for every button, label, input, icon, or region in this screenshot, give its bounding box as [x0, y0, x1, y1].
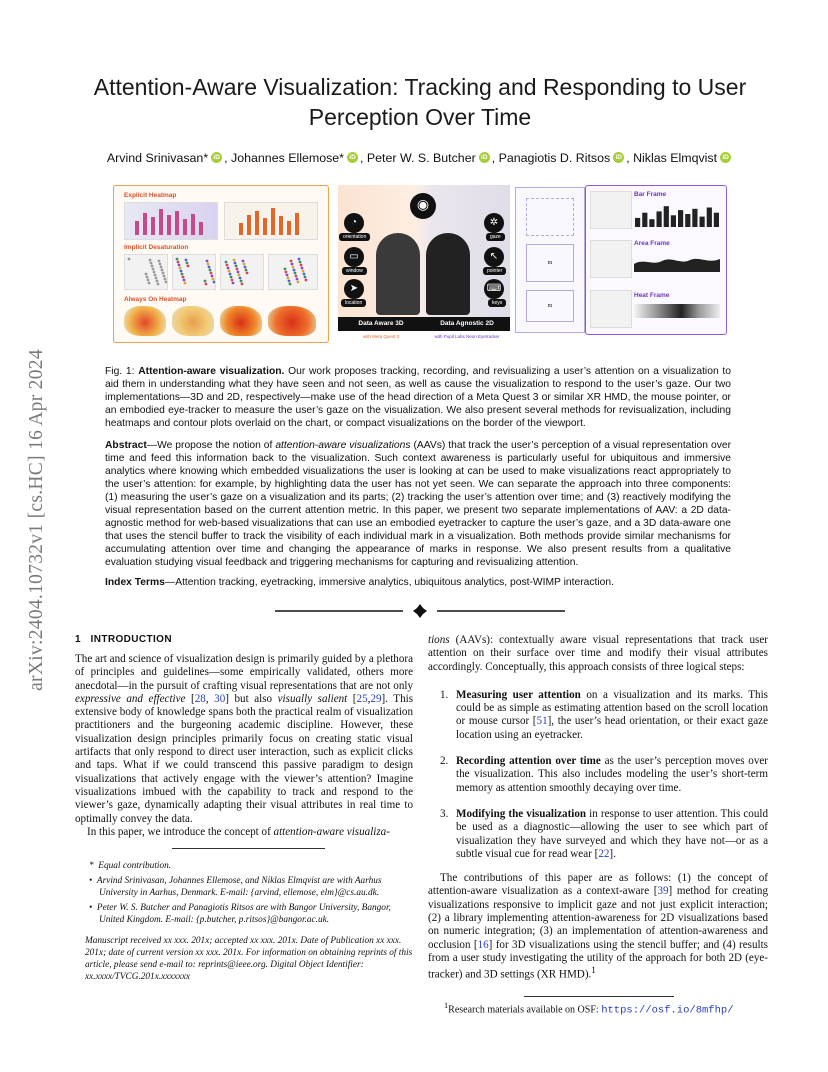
scatter-point — [154, 274, 157, 277]
scatter-point — [183, 279, 186, 282]
paper-title: Attention-Aware Visualization: Tracking and Responding to User Perception Over Time — [93, 74, 747, 130]
contributions-paragraph — [428, 872, 768, 982]
panel-label-explicit-heatmap: Explicit Heatmap — [124, 192, 177, 199]
citation-link[interactable]: 29 — [370, 692, 382, 705]
text-run: The contributions of this paper are as follows: (1) the concept of attention-aware visualization as a context-aware [ — [428, 872, 768, 898]
scatter-point — [187, 265, 190, 268]
orcid-icon[interactable]: iD — [479, 152, 490, 163]
scatter-point — [295, 275, 298, 278]
text-run: , — [367, 692, 371, 705]
citation-link[interactable]: 25 — [356, 692, 368, 705]
figure-caption — [105, 365, 731, 430]
intro-paragraph-1 — [75, 653, 413, 826]
step-title: Modifying the visualization — [456, 807, 587, 820]
pointer-icon: ↖ — [484, 247, 504, 267]
bar-frame-bar — [671, 215, 676, 227]
scatter-thumb — [124, 254, 168, 290]
scatter-point — [157, 283, 160, 286]
text-run: ] method for creating visualizations responsive to implicit gaze and not just explicit interaction; (2) a library implementing attention-awareness for 2D visualizations based on numeric integration; (3) an implementation of attention-awareness and occlusion [ — [428, 885, 769, 951]
panel-label-heat-frame: Heat Frame — [634, 292, 670, 299]
scatter-point — [293, 269, 296, 272]
scatter-point — [165, 281, 167, 284]
scatter-point — [204, 280, 207, 283]
right-column — [428, 634, 768, 1017]
scatter-plot — [269, 255, 317, 289]
panel-label-implicit-desaturation: Implicit Desaturation — [124, 244, 189, 251]
text-run: [ — [347, 692, 357, 705]
scatter-point — [177, 261, 180, 264]
scatter-point — [292, 266, 295, 269]
scatter-point — [286, 274, 289, 277]
orcid-icon[interactable]: iD — [613, 152, 624, 163]
footnote-rule — [172, 848, 325, 849]
scatter-point — [179, 267, 182, 270]
scatter-point — [300, 264, 303, 267]
tag-keys: keys — [488, 299, 506, 307]
footnote-text: Equal contribution. — [98, 861, 172, 872]
scatter-point — [180, 270, 183, 273]
scatter-point — [149, 259, 152, 262]
area-frame-thumb — [590, 240, 632, 278]
scatter-point — [288, 280, 291, 283]
scatter-point — [298, 258, 301, 261]
tag-location: location — [341, 299, 366, 307]
bar-frame-bar — [707, 208, 712, 228]
osf-link[interactable]: https://osf.io/8mfhp/ — [601, 1004, 734, 1017]
text-run: in response to user attention. This could be used as a diagnostic—allowing the user to see which part of visualization they have surveyed and which they have not—or as a subtle visual cue for read wear [ — [456, 807, 769, 860]
scatter-point — [178, 264, 181, 267]
author-list: Arvind Srinivasan* iD , Johannes Ellemose* iD , Peter W. S. Butcher iD , Panagiotis D. Ritsos iD , Niklas Elmqvist iD — [60, 151, 780, 165]
label-2d-bar — [424, 317, 510, 331]
caption-text: Our work proposes tracking, recording, and revisualizing a user’s attention on a visualization to aid them in understanding what they have seen and not seen, as well as cause the visualization to respond to the user’s gaze. Our two implementations—3D and 2D, respectively—make use of the head direction of a Meta Quest 3 or similar XR HMD, the mouse pointer, or an embodied eye-tracker to measure the user’s gaze on the visualization. We also present several methods for revisualization, including heatmaps and contour plots overlaid on the chart, or compact visualizations on the border of the viewport. — [105, 366, 731, 429]
figure-left-panel — [113, 185, 329, 343]
footnote-affiliation-2: • Peter W. S. Butcher and Panagiotis Ritsos are with Bangor University, Bangor, United Kingdom. E-mail: {p.butcher, p.ritsos}@bangor.ac.uk. — [89, 903, 391, 926]
scatter-point — [299, 261, 302, 264]
heat-frame-thumb — [590, 290, 632, 328]
text-run: (AAVs): contextually aware visual representations that track user attention on their surface over time and modify their visual attributes accordingly. Conceptually, this approach consists of three logical steps: — [428, 634, 768, 673]
orientation-icon: ◔ — [344, 213, 364, 233]
gaze-icon: ✲ — [484, 213, 504, 233]
scatter-point — [209, 269, 212, 272]
scatter-point — [205, 283, 208, 286]
emphasis: expressive and effective — [75, 692, 186, 705]
text-run: as the user’s perception moves over the visualization. This also includes modeling the user’s short-term memory as attention smoothly decaying over time. — [456, 755, 768, 794]
scatter-point — [245, 269, 248, 272]
scatter-point — [237, 271, 240, 274]
label-data-aware-3d: Data Aware 3D — [358, 320, 404, 327]
step-number: 1. — [440, 688, 449, 701]
step-title: Measuring user attention — [456, 688, 581, 701]
bar-frame-thumb — [590, 191, 632, 229]
emphasis: visually salient — [277, 692, 348, 705]
scatter-point — [303, 273, 306, 276]
scatter-point — [241, 283, 244, 286]
viewport-diagram — [515, 187, 585, 333]
text-run: ] for 3D visualizations using the stencil buffer; and (4) results from a user study investigating the utility of the approach for both 2D (eye-tracker) and 3D settings (XR HMD). — [428, 938, 768, 981]
left-column — [75, 634, 413, 983]
area-frame-chart — [634, 252, 720, 272]
scatter-point — [208, 266, 211, 269]
footnote-text: Arvind Srinivasan, Johannes Ellemose, and Niklas Elmqvist are with Aarhus University in Aarhus, Denmark. E-mail: {arvind, ellemose, elm}@cs.au.dk. — [96, 876, 382, 899]
heat-frame-chart — [634, 304, 720, 318]
figure-1 — [113, 185, 728, 345]
scatter-point — [225, 261, 228, 264]
footnote-marker: 1 — [591, 966, 596, 977]
abstract-label: Abstract — [105, 440, 147, 451]
heatmap-thumb — [124, 202, 218, 240]
scatter-point — [148, 282, 151, 285]
scatter-point — [207, 263, 210, 266]
eye-icon: ◉ — [410, 193, 436, 219]
person-2d-silhouette — [426, 233, 470, 315]
scatter-point — [301, 267, 304, 270]
caption-bold: Attention-aware visualization. — [138, 366, 285, 377]
bar-frame-bar — [714, 213, 719, 227]
heatmap-thumb — [224, 202, 318, 240]
bar-frame-bar — [692, 209, 697, 227]
panel-label-area-frame: Area Frame — [634, 240, 670, 247]
terrain-thumb — [220, 306, 262, 336]
steps-list — [428, 689, 768, 861]
panel-label-always-on-heatmap: Always On Heatmap — [124, 296, 187, 303]
scatter-point — [210, 272, 213, 275]
bar-frame-bar — [635, 218, 640, 227]
tag-window: window — [342, 267, 367, 275]
scatter-point — [234, 262, 237, 265]
emphasis: attention-aware visualiza- — [273, 825, 390, 838]
scatter-point — [228, 270, 231, 273]
scatter-point — [211, 275, 214, 278]
orcid-icon[interactable]: iD — [720, 152, 731, 163]
citation-link[interactable]: 16 — [477, 938, 489, 951]
step-item — [428, 689, 768, 742]
index-terms-label: Index Terms — [105, 577, 165, 588]
scatter-point — [150, 262, 153, 265]
step-number: 2. — [440, 755, 449, 768]
scatter-point — [226, 264, 229, 267]
text-run: ], the user’s head orientation, or their exact gaze location using an eyetracker. — [456, 715, 768, 741]
bar-3d-chart — [125, 203, 217, 239]
citation-link[interactable]: 28 — [194, 692, 206, 705]
scatter-point — [160, 266, 163, 269]
text-run: ]. This extensive body of knowledge spans both the practical realm of visualization practitioners and the burgeoning academic discipline. However, these visualization design principles primarily focus on creating static visual artifacts that only respond to direct user interaction, such as explicit clicks and taps. What if we could transcend this passive paradigm to design visualizations that actively engage with the viewer’s attention? Imagine visualizations imbued with the capability to track and respond to the viewer’s gaze, dynamically adapting their visual attributes in real time to optimally convey the data. — [75, 692, 414, 825]
scatter-point — [186, 262, 189, 265]
scatter-point — [294, 272, 297, 275]
citation-link[interactable]: 51 — [536, 715, 548, 728]
scatter-point — [232, 282, 235, 285]
scatter-point — [163, 275, 166, 278]
person-3d-silhouette — [376, 233, 420, 315]
citation-link[interactable]: 22 — [598, 847, 610, 860]
text-run: In this paper, we introduce the concept of — [87, 825, 274, 838]
abstract — [105, 439, 731, 569]
step-number: 3. — [440, 807, 449, 820]
bar-frame-bar — [685, 214, 690, 227]
bar-frame-chart — [634, 201, 720, 227]
footnote-text: Peter W. S. Butcher and Panagiotis Ritsos are with Bangor University, Bangor, United Kingdom. E-mail: {p.butcher, p.ritsos}@bangor.ac.uk. — [96, 903, 391, 926]
scatter-plot — [221, 255, 263, 289]
footnote-label: Research materials available on OSF: — [448, 1004, 599, 1016]
footnote-number: 1 — [444, 1001, 449, 1011]
orcid-icon[interactable]: iD — [347, 152, 358, 163]
bar-frame-bar — [700, 217, 705, 227]
scatter-point — [161, 269, 164, 272]
scatter-point — [242, 260, 245, 263]
author-name: Johannes Ellemose* — [231, 151, 345, 165]
scatter-point — [230, 276, 233, 279]
scatter-point — [285, 271, 288, 274]
scatter-point — [304, 276, 307, 279]
terrain-thumb — [124, 306, 166, 336]
scatter-point — [231, 279, 234, 282]
figure-center — [338, 185, 510, 345]
scatter-point — [162, 272, 165, 275]
footnote-rule — [524, 996, 674, 997]
text-run: [ — [185, 692, 195, 705]
scatter-point — [206, 260, 209, 263]
scatter-point — [296, 278, 299, 281]
bar-frame-bar — [657, 211, 662, 227]
scatter-point — [147, 279, 150, 282]
scatter-point — [151, 265, 154, 268]
scatter-point — [158, 260, 161, 263]
emphasis: tions — [428, 634, 450, 646]
scatter-point — [184, 282, 187, 285]
terrain-thumb — [268, 306, 316, 336]
label-pupil-labs: with Pupil Labs Neon Eyetracker — [434, 334, 500, 339]
scatter-point — [176, 258, 179, 261]
step-item — [428, 808, 768, 861]
scatter-point — [182, 276, 185, 279]
section-heading — [75, 634, 413, 645]
step-item — [428, 755, 768, 795]
index-terms — [105, 576, 731, 589]
bar-frame-bar — [664, 206, 669, 227]
scatter-point — [153, 271, 156, 274]
tag-orientation: orientation — [339, 233, 370, 241]
section-number: 1 — [75, 634, 81, 645]
scatter-point — [229, 273, 232, 276]
scatter-point — [239, 277, 242, 280]
section-title: INTRODUCTION — [90, 634, 172, 645]
keys-icon: ⌨ — [484, 279, 504, 299]
figure-right-panel — [585, 185, 727, 335]
scatter-point — [235, 265, 238, 268]
caption-label: Fig. 1: — [105, 366, 135, 377]
viewport-frame — [526, 198, 574, 236]
abstract-emphasis: attention-aware visualizations — [275, 440, 411, 451]
scatter-point — [227, 267, 230, 270]
scatter-point — [287, 277, 290, 280]
label-data-agnostic-2d: Data Agnostic 2D — [440, 320, 494, 327]
osf-footnote — [428, 1001, 768, 1016]
location-icon: ➤ — [344, 279, 364, 299]
author-name: Panagiotis D. Ritsos — [498, 151, 611, 165]
footnote-affiliation-1: • Arvind Srinivasan, Johannes Ellemose, and Niklas Elmqvist are with Aarhus University in Aarhus, Denmark. E-mail: {arvind, ellemose, elm}@cs.au.dk. — [89, 876, 382, 899]
text-run: ] but also — [225, 692, 278, 705]
section-divider — [275, 604, 565, 618]
scatter-point — [291, 263, 294, 266]
scatter-point — [284, 268, 287, 271]
text-run: , — [205, 692, 215, 705]
scatter-point — [152, 268, 155, 271]
scatter-point — [290, 260, 293, 263]
author-name: Niklas Elmqvist — [633, 151, 718, 165]
scatter-point — [236, 268, 239, 271]
scatter-point — [244, 266, 247, 269]
scatter-point — [213, 281, 215, 284]
terrain-thumb — [172, 306, 214, 336]
tag-pointer: pointer — [483, 267, 506, 275]
label-3d-bar — [338, 317, 424, 331]
scatter-point — [212, 278, 215, 281]
scatter-point — [240, 280, 243, 283]
abstract-text: —We propose the notion of — [146, 440, 276, 451]
text-run: on a visualization and its marks. This could be as simple as estimating attention based on the scroll location or mouse cursor [ — [456, 688, 768, 728]
author-name: Arvind Srinivasan* — [106, 151, 209, 165]
arxiv-stamp: arXiv:2404.10732v1 [cs.HC] 16 Apr 2024 — [26, 349, 47, 691]
scatter-point — [155, 277, 158, 280]
window-icon: ▭ — [344, 247, 364, 267]
scatter-point — [156, 280, 159, 283]
panel-label-bar-frame: Bar Frame — [634, 191, 667, 198]
tag-gaze: gaze — [486, 233, 505, 241]
scatter-point — [243, 263, 246, 266]
scatter-point — [164, 278, 167, 281]
scatter-point — [159, 263, 162, 266]
bar-frame-bar — [642, 213, 647, 227]
scatter-thumb — [172, 254, 216, 290]
scatter-plot — [125, 255, 167, 289]
scatter-point — [233, 259, 236, 262]
scatter-point — [146, 276, 149, 279]
text-run: The art and science of visualization design is primarily guided by a plethora of principles and guidelines—some empirically validated, others more anecdotal—in the pursuit of crafting visual representations that are not only — [75, 653, 413, 692]
intro-continued — [428, 634, 768, 674]
citation-link[interactable]: 30 — [214, 692, 226, 705]
scatter-point — [185, 259, 188, 262]
scatter-point — [305, 279, 308, 282]
scatter-point — [297, 281, 300, 284]
bar-frame-bar — [678, 210, 683, 227]
scatter-point — [246, 272, 249, 275]
abstract-text: (AAVs) that track the user’s perception of a visual representation over time and feed this information back to the visualization. Such context awareness is particularly useful for ubiquitous and immersive analytics where knowing which embedded visualizations the user is looking at can be used to make visualizations react appropriately to the user’s attention: for example, by highlighting data the user has not yet seen. We can separate the approach into three components: (1) measuring the user’s gaze on a visualization and its parts; (2) tracking the user’s attention over time; and (3) reactively modifying the visual representation based on the current attention metric. In this paper, we present two separate implementations of AAV: a 2D data-agnostic method for web-based visualizations that can use an embodied eyetracker to capture the user’s gaze, and a 3D data-aware one that uses the stencil buffer to track the visibility of each individual mark in a visualization. Both methods provide similar mechanisms for accumulating attention over time and changing the appearance of marks in response. We also present results from a qualitative evaluation studying visual feedback and triggering mechanisms for capturing and revisualizing attention. — [105, 440, 732, 568]
bar-frame-bar — [649, 219, 654, 227]
scatter-thumb — [220, 254, 264, 290]
manuscript-note: Manuscript received xx xxx. 201x; accepted xx xxx. 201x. Date of Publication xx xxx. 201x; date of current version xx xxx. 201x. For information on obtaining reprints of this article, please send e-mail to: reprints@ieee.org. Digital Object Identifier: xx.xxxx/TVCG.201x.xxxxxxx — [85, 936, 413, 983]
label-meta-quest: with Meta Quest 3 — [362, 334, 400, 339]
scatter-point — [238, 274, 241, 277]
index-terms-text: —Attention tracking, eyetracking, immersive analytics, ubiquitous analytics, post-WIMP interaction. — [164, 577, 614, 588]
scatter-thumb — [268, 254, 318, 290]
step-title: Recording attention over time — [456, 755, 601, 768]
scatter-plot — [173, 255, 215, 289]
orcid-icon[interactable]: iD — [211, 152, 222, 163]
scatter-point — [289, 283, 292, 286]
scatter-point — [128, 258, 131, 261]
citation-link[interactable]: 39 — [657, 885, 669, 898]
scatter-point — [302, 270, 305, 273]
viewport-frame: m — [526, 244, 574, 282]
intro-paragraph-2 — [75, 826, 413, 839]
scatter-point — [181, 273, 184, 276]
text-run: ]. — [609, 847, 616, 860]
author-name: Peter W. S. Butcher — [366, 151, 476, 165]
scatter-point — [145, 273, 148, 276]
footnote-equal: * Equal contribution. — [89, 861, 172, 872]
viewport-frame: m — [526, 290, 574, 322]
